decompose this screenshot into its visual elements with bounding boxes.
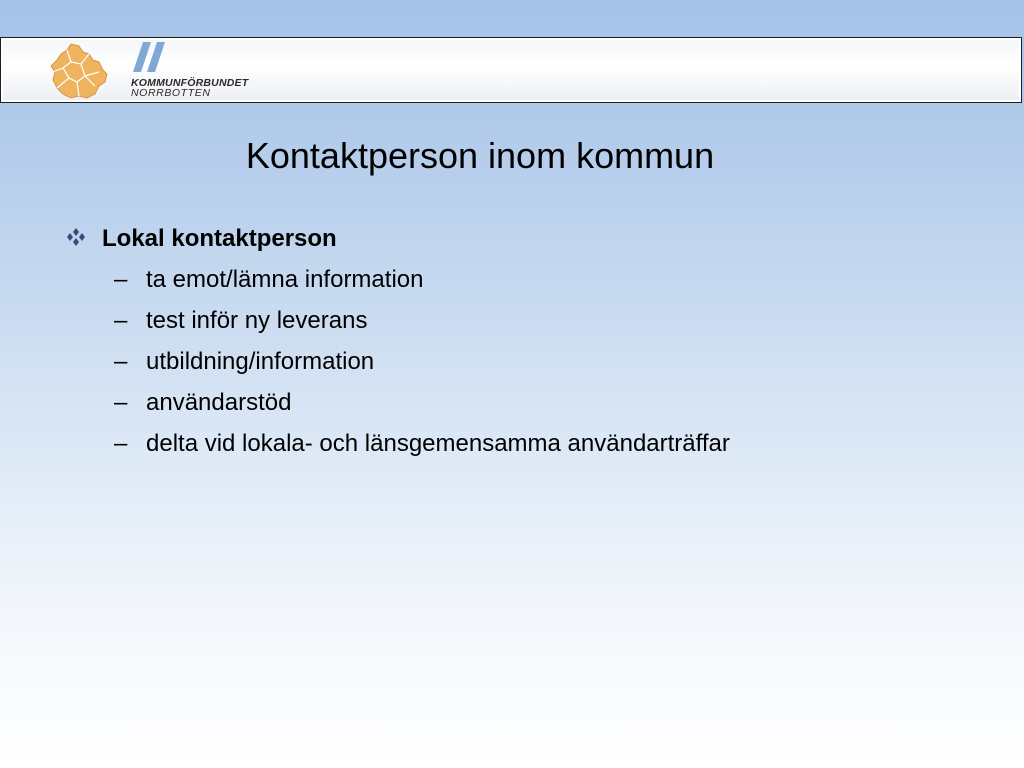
sub-bullet-item [64, 300, 964, 341]
sub-bullet-text: ta emot/lämna information [146, 266, 424, 293]
sub-bullet-text: användarstöd [146, 389, 292, 416]
sub-bullet-text: delta vid lokala- och länsgemensamma användarträffar [146, 430, 730, 457]
dash-marker: – [114, 266, 128, 293]
logo-line-organisation: KOMMUNFÖRBUNDET [131, 77, 249, 89]
sub-bullet-item [64, 341, 964, 382]
logo-line-region: NORRBOTTEN [131, 87, 211, 99]
sub-bullet-item [64, 382, 964, 423]
bullet-item [64, 218, 964, 259]
sub-bullet-item [64, 423, 964, 464]
dash-marker: – [114, 348, 128, 375]
sub-bullet-text: utbildning/information [146, 348, 375, 375]
diamond-bullet-icon [64, 227, 88, 247]
dash-marker: – [114, 430, 128, 457]
slide-title: Kontaktperson inom kommun [245, 135, 715, 176]
bullet-label: Lokal kontaktperson [102, 225, 337, 252]
sub-bullet-text: test inför ny leverans [146, 307, 368, 334]
logo-wordmark [131, 78, 248, 98]
sub-bullet-item [64, 259, 964, 300]
kommunforbundet-logo [49, 42, 289, 100]
header-banner [0, 37, 1022, 103]
diagonal-stripes-icon [133, 42, 173, 78]
norrbotten-map-icon [49, 42, 111, 100]
slide-content [64, 218, 964, 464]
dash-marker: – [114, 389, 128, 416]
dash-marker: – [114, 307, 128, 334]
